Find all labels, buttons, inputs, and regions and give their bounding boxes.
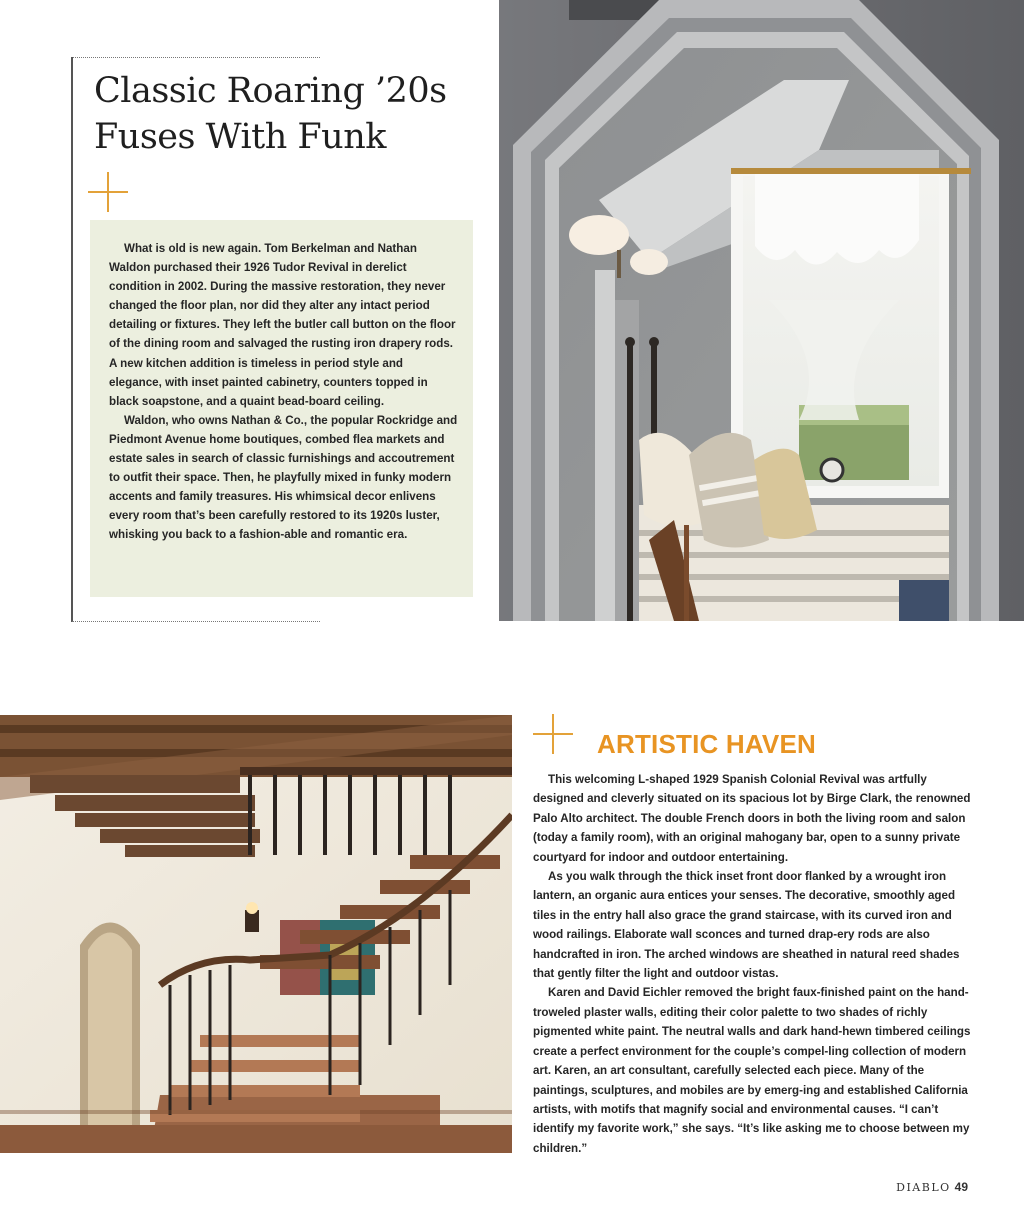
section-paragraph-2: As you walk through the thick inset front door flanked by a wrought iron lantern, an organic aura entices your senses. The decorative, smoothly aged tiles in the entry hall also grace the grand staircase, with its curved iron and wood railings. Elaborate wall sconces and turned drap-ery rods are also handcrafted in iron. The arched windows are sheathed in natural reed shades that gently filter the light and outdoor vistas. [533, 870, 960, 981]
intro-paragraph-2: Waldon, who owns Nathan & Co., the popular Rockridge and Piedmont Avenue home boutiques, combed flea markets and estate sales in search of classic furnishings and accoutrement to outfit their space. Then, he playfully mixed in funky modern accents and family treasures. His whimsical decor enlivens every room that’s been carefully restored to its 1920s luster, whisking you back to a fashion-able and romantic era. [109, 413, 458, 542]
page-number: 49 [954, 1180, 968, 1194]
plus-ornament-icon [533, 714, 573, 754]
article-title-line-1: Classic Roaring ’20s [94, 71, 447, 111]
section-paragraph-1: This welcoming L-shaped 1929 Spanish Colonial Revival was artfully designed and cleverly situated on its spacious lot by Birge Clark, the renowned Palo Alto architect. The double French doors in both the living room and salon (today a family room), with an original mahogany bar, open to a sunny private courtyard for indoor and outdoor entertaining. [533, 773, 971, 864]
section-paragraph-3: Karen and David Eichler removed the bright faux-finished paint on the hand-troweled plaster walls, editing their color palette to two shades of richly pigmented white paint. The neutral walls and dark hand-hewn timbered ceilings create a perfect environment for the couple’s compel-ling collection of modern art. Karen, an art consultant, carefully selected each piece. Many of the paintings, sculptures, and mobiles are by emerg-ing and established California artists, with motifs that magnify social and environmental causes. “I can’t identify my favorite work,” she says. “It’s like asking me to choose between my children.” [533, 986, 971, 1155]
frame-bottom-rule [72, 621, 320, 622]
frame-top-rule [72, 57, 320, 58]
magazine-name: DIABLO [896, 1181, 951, 1194]
article-title [94, 68, 494, 160]
intro-text-box [90, 220, 473, 597]
frame-left-rule [71, 57, 73, 622]
spanish-staircase-photo [0, 715, 512, 1153]
plus-ornament-icon [88, 172, 128, 212]
bedroom-alcove-photo [499, 0, 1024, 621]
page-folio [896, 1180, 968, 1194]
intro-paragraph-1: What is old is new again. Tom Berkelman and Nathan Waldon purchased their 1926 Tudor Revival in derelict condition in 2002. During the massive restoration, they never changed the floor plan, nor did they alter any intact period detailing or fixtures. They left the butler call button on the floor of the dining room and salvaged the rusting iron drapery rods. A new kitchen addition is timeless in period style and elegance, with inset painted cabinetry, counters topped in black soapstone, and a quaint bead-board ceiling. [109, 242, 456, 408]
section-heading: ARTISTIC HAVEN [597, 729, 816, 759]
article-title-line-2: Fuses With Funk [94, 117, 386, 157]
section-body [533, 770, 973, 1158]
